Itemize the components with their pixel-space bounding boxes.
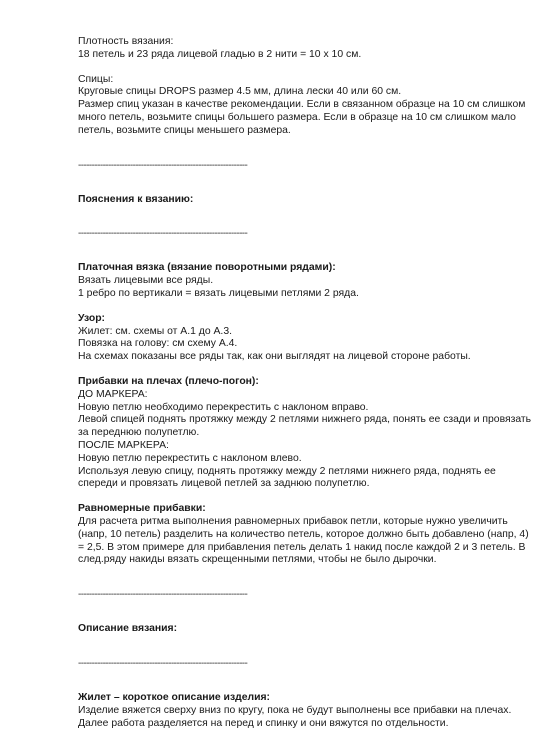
gauge-text: 18 петель и 23 ряда лицевой гладью в 2 нити = 10 x 10 см. (78, 49, 518, 62)
needles-line-1: Круговые спицы DROPS размер 4.5 мм, длина лески 40 или 60 см. (78, 86, 518, 99)
vest-line-1: Изделие вяжется сверху вниз по кругу, пока не будут выполнены все прибавки на плечах. (78, 705, 518, 718)
even-increases-line-2: (напр, 10 петель) разделить на количество петель, которое должно быть добавлено (напр, 4) (78, 529, 518, 542)
divider-1: -------------------------------------------------------------- (78, 160, 518, 172)
after-marker-label: ПОСЛЕ МАРКЕРА: (78, 440, 518, 453)
before-marker-line-3: за переднюю полупетлю. (78, 427, 518, 440)
divider-3: -------------------------------------------------------------- (78, 589, 518, 601)
needles-line-3: много петель, возьмите спицы большего размера. Если в образце на 10 см слишком мало (78, 112, 518, 125)
garter-line-2: 1 ребро по вертикали = вязать лицевыми петлями 2 ряда. (78, 288, 518, 301)
before-marker-line-2: Левой спицей поднять протяжку между 2 петлями нижнего ряда, понять ее сзади и провязать (78, 414, 518, 427)
pattern-line-2: Повязка на голову: см схему А.4. (78, 338, 518, 351)
even-increases-line-4: след.ряду накиды вязать скрещенными петлями, чтобы не было дырочки. (78, 554, 518, 567)
needles-line-2: Размер спиц указан в качестве рекомендации. Если в связанном образце на 10 см слишком (78, 99, 518, 112)
needles-section (78, 74, 518, 138)
garter-line-1: Вязать лицевыми все ряды. (78, 275, 518, 288)
document-page (78, 36, 518, 730)
divider-2: -------------------------------------------------------------- (78, 228, 518, 240)
needles-title: Спицы: (78, 74, 518, 87)
before-marker-label: ДО МАРКЕРА: (78, 389, 518, 402)
after-marker-line-3: спереди и провязать лицевой петлей за заднюю полупетлю. (78, 478, 518, 491)
vest-title: Жилет – короткое описание изделия: (78, 692, 518, 705)
vest-line-2: Далее работа разделяется на перед и спинку и они вяжутся по отдельности. (78, 718, 518, 730)
pattern-title: Узор: (78, 313, 518, 326)
pattern-line-3: На схемах показаны все ряды так, как они выглядят на лицевой стороне работы. (78, 351, 518, 364)
before-marker-line-1: Новую петлю необходимо перекрестить с наклоном вправо. (78, 402, 518, 415)
shoulder-increases-title: Прибавки на плечах (плечо-погон): (78, 376, 518, 389)
vest-section (78, 692, 518, 730)
even-increases-line-3: = 2,5. В этом примере для прибавления петель делать 1 накид после каждой 2 и 3 петель. В (78, 542, 518, 555)
after-marker-line-1: Новую петлю перекрестить с наклоном влево. (78, 453, 518, 466)
garter-title: Платочная вязка (вязание поворотными рядами): (78, 262, 518, 275)
gauge-title: Плотность вязания: (78, 36, 518, 49)
pattern-line-1: Жилет: см. схемы от А.1 до А.3. (78, 326, 518, 339)
even-increases-section (78, 503, 518, 567)
pattern-section (78, 313, 518, 364)
even-increases-line-1: Для расчета ритма выполнения равномерных прибавок петли, которые нужно увеличить (78, 516, 518, 529)
shoulder-increases-section (78, 376, 518, 491)
needles-line-4: петель, возьмите спицы меньшего размера. (78, 125, 518, 138)
explanations-title: Пояснения к вязанию: (78, 194, 518, 207)
divider-4: -------------------------------------------------------------- (78, 658, 518, 670)
after-marker-line-2: Используя левую спицу, поднять протяжку между 2 петлями нижнего ряда, поднять ее (78, 466, 518, 479)
gauge-section (78, 36, 518, 62)
even-increases-title: Равномерные прибавки: (78, 503, 518, 516)
description-title: Описание вязания: (78, 623, 518, 636)
garter-section (78, 262, 518, 300)
